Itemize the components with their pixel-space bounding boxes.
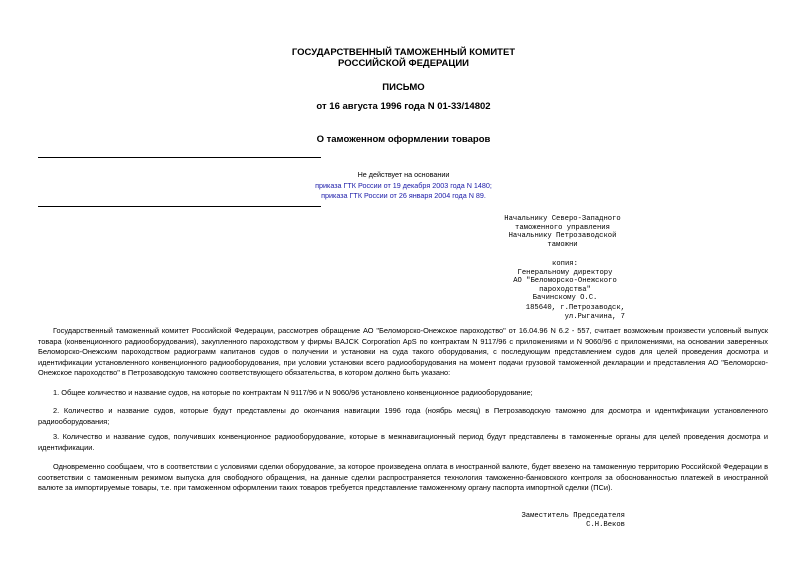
copy-line: копия: [552,260,578,268]
body-paragraph-1: Государственный таможенный комитет Российской Федерации, рассмотрев обращение АО "Беломорско-Онежское пароходство" от 16.04.96 N 6.2 - 557, считает возможным произвести условный выпуск товара (конвенционного радиооборудования), закупленного пароходством у фирмы BAJCK Corporation ApS по контрактам N 9117/96 с приложениями и N 9060/96 с приложениями, на основании заверенных Беломорско-Онежским пароходством радиограмм капитанов судов о получении и установки на суда такого оборудования, с последующим представлением судов для целей проведения досмотра и идентификации установленного конвенционного радиооборудования, при условии установки всего радиооборудования на момент подачи грузовой таможенной декларации и представления АО "Беломорско-Онежское пароходство" в Петрозаводскую таможню соответствующего обязательства, в котором должно быть указано: [38,326,768,378]
divider-top [38,157,321,158]
addressee-line: таможенного управления [515,223,610,232]
addressee-line: Начальнику Северо-Западного [504,215,621,223]
org-line-2: РОССИЙСКОЙ ФЕДЕРАЦИИ [337,58,469,69]
org-line-1: ГОСУДАРСТВЕННЫЙ ТАМОЖЕННЫЙ КОМИТЕТ [291,47,516,58]
divider-bottom [38,206,321,207]
addressee-to [500,215,625,249]
copy-line: Бачинскому О.С. [532,294,598,303]
body-paragraph-3: 2. Количество и название судов, которые будут представлены до окончания навигации 1996 года (ноябрь месяц) в Петрозаводскую таможню для досмотра и идентификации установленного радиооборудования; [38,406,768,426]
address-line: 185640, г.Петрозаводск, [525,304,625,312]
addressee-copy [505,260,625,303]
signature-name: С.Н.Веков [586,520,625,529]
body-paragraph-5: Одновременно сообщаем, что в соответствии с условиями сделки оборудование, за которое произведена оплата в иностранной валюте, будет ввезено на таможенную территорию Российской Федерации в соответствии с таможенным режимом выпуска для свободного обращения, на данные сделки распространяется технология таможенно-банковского контроля за обоснованностью платежей в иностранной валюте за импортируемые товары, т.е. при таможенном оформлении таких товаров требуется представление таможенному органу паспорта импортной сделки (ПСи). [38,462,768,493]
copy-line: Генеральному директору [517,268,613,277]
status-note: Не действует на основании [357,170,450,179]
body-paragraph-2: 1. Общее количество и название судов, на которые по контрактам N 9117/96 и N 9060/96 установлено конвенционное радиооборудование; [53,388,533,397]
document-type: ПИСЬМО [382,82,425,93]
document-org [0,47,807,69]
body-paragraph-4: 3. Количество и название судов, получивших конвенционное радиооборудование, которые в межнавигационный период будут представлены в таможенные органы для целей проведения досмотра и идентификации. [38,432,768,452]
status-link-2[interactable]: приказа ГТК России от 26 января 2004 года N 89. [321,191,486,200]
addressee-line: таможни [547,240,578,249]
signature-title: Заместитель Председателя [521,512,625,520]
signature [520,512,625,529]
status-link-1[interactable]: приказа ГТК России от 19 декабря 2003 года N 1480; [315,181,492,190]
document-date: от 16 августа 1996 года N 01-33/14802 [316,101,491,112]
copy-line: АО "Беломорско-Онежского [513,277,617,286]
address-line: ул.Рыгачина, 7 [564,312,625,321]
addressee-address [500,304,625,321]
copy-line: пароходства" [539,285,591,294]
document-subject: О таможенном оформлении товаров [316,134,491,145]
addressee-line: Начальнику Петрозаводской [508,232,617,241]
